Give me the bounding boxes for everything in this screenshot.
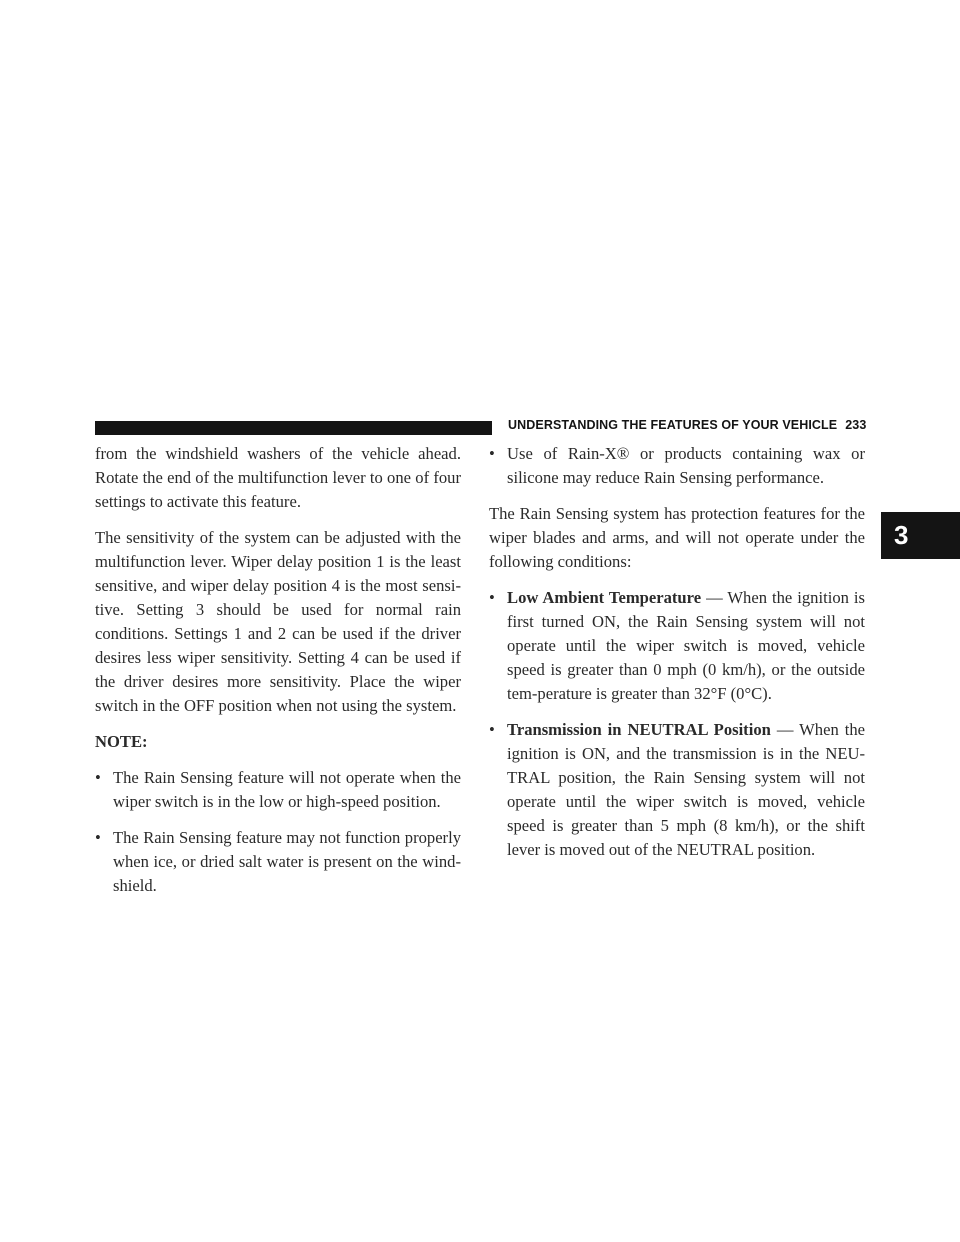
bullet-icon: • <box>95 828 101 847</box>
bullet-item <box>489 442 865 490</box>
condition-term: Low Ambient Temperature <box>507 588 702 607</box>
paragraph: from the windshield washers of the vehicle ahead. Rotate the end of the multifunction lever to one of four settings to activate this feature. <box>95 444 461 511</box>
section-title: UNDERSTANDING THE FEATURES OF YOUR VEHICLE <box>508 418 838 432</box>
page-number: 233 <box>845 418 867 432</box>
running-header <box>508 418 866 432</box>
bullet-item <box>95 766 461 814</box>
condition-item <box>489 718 865 862</box>
condition-term: Transmission in NEUTRAL Position <box>507 720 771 739</box>
bullet-icon: • <box>95 768 101 787</box>
bullet-item <box>95 826 461 898</box>
bullet-icon: • <box>489 444 495 463</box>
bullet-icon: • <box>489 720 495 739</box>
bullet-icon: • <box>489 588 495 607</box>
paragraph: The sensitivity of the system can be adjusted with the multifunction lever. Wiper delay position 1 is the least sensitive, and wiper delay position 4 is the most sensi-tive. Setting 3 should be used for normal rain conditions. Settings 1 and 2 can be used if the driver desires less wiper sensitivity. Setting 4 can be used if the driver desires more sensitivity. Place the wiper switch in the OFF position when not using the system. <box>95 528 461 715</box>
bullet-text: Use of Rain-X® or products containing wax or silicone may reduce Rain Sensing performance. <box>507 444 865 487</box>
right-column <box>489 442 865 874</box>
header-rule <box>95 421 492 435</box>
left-column <box>95 442 461 910</box>
condition-text: — When the ignition is ON, and the transmission is in the NEU-TRAL position, the Rain Sensing system will not operate until the wiper switch is moved, vehicle speed is greater than 5 mph (8 km/h), or the shift lever is moved out of the NEUTRAL position. <box>507 720 865 859</box>
bullet-text: The Rain Sensing feature will not operate when the wiper switch is in the low or high-speed position. <box>113 768 461 811</box>
chapter-tab <box>881 512 960 559</box>
condition-item <box>489 586 865 706</box>
paragraph: The Rain Sensing system has protection features for the wiper blades and arms, and will not operate under the following conditions: <box>489 504 865 571</box>
condition-text: — When the ignition is first turned ON, the Rain Sensing system will not operate until the wiper switch is moved, vehicle speed is greater than 0 mph (0 km/h), or the outside tem-perature is greater than 32°F (0°C). <box>507 588 865 703</box>
chapter-number: 3 <box>894 520 909 550</box>
note-label: NOTE: <box>95 732 148 751</box>
bullet-text: The Rain Sensing feature may not function properly when ice, or dried salt water is present on the wind-shield. <box>113 828 461 895</box>
